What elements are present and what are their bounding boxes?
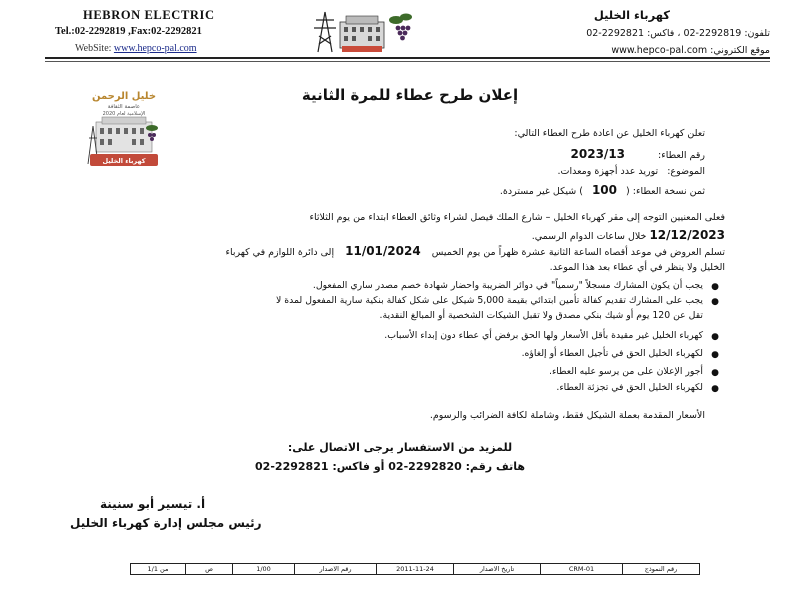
website-label-en: WebSite: — [75, 43, 114, 54]
website-link-en[interactable]: www.hepco-pal.com — [113, 43, 197, 54]
bullet-icon: ● — [711, 297, 719, 307]
tender-subject-row — [558, 166, 706, 177]
website-en — [55, 43, 260, 54]
list-item: ● كهرباء الخليل غير مقيدة بأقل الأسعار ولها الحق برفض أي عطاء دون إبداء الأسباب. — [384, 330, 719, 342]
signatory-title: رئيس مجلس إدارة كهرباء الخليل — [70, 516, 262, 530]
submission-deadline-date: 11/01/2024 — [345, 244, 421, 258]
bullet-icon: ● — [711, 282, 719, 292]
submission-paragraph-line1 — [226, 244, 725, 258]
bullet-icon: ● — [711, 384, 719, 394]
website-ar: موقع الكتروني: www.hepco-pal.com — [611, 45, 770, 56]
purchase-paragraph-line2-rest: خلال ساعات الدوام الرسمي. — [531, 231, 647, 242]
emblem-ribbon: كهرباء الخليل — [102, 157, 146, 165]
announcement-title: إعلان طرح عطاء للمرة الثانية — [301, 86, 519, 104]
tender-price-suffix: ) شيكل غير مستردة. — [499, 186, 583, 197]
list-item: ● لكهرباء الخليل الحق في تأجيل العطاء أو إلغاؤه. — [521, 348, 719, 360]
tender-number-row — [571, 147, 705, 161]
tender-number-value: 2023/13 — [570, 147, 626, 161]
footer-issue-date-label: تاريخ الاصدار — [453, 564, 540, 574]
bullet-icon: ● — [711, 332, 719, 342]
tender-price-row — [500, 183, 705, 197]
bullet-icon: ● — [711, 368, 719, 378]
prices-note: الأسعار المقدمة بعملة الشيكل فقط، وشاملة لكافة الضرائب والرسوم. — [429, 410, 705, 421]
list-item: ● لكهرباء الخليل الحق في تجزئة العطاء. — [556, 382, 719, 394]
emblem-line1: خليل الرحمن — [91, 91, 157, 102]
header-english — [55, 8, 260, 54]
tender-price-label: ثمن نسخة العطاء: ( — [626, 186, 705, 197]
contact-phone-fax: هاتف رقم: 2292820-02 أو فاكس: 2292821-02 — [255, 460, 525, 473]
footer-form-value: CRM-01 — [540, 564, 622, 574]
footer-form-label: رقم النموذج — [622, 564, 699, 574]
footer-issue-no-value: 1/00 — [232, 564, 294, 574]
purchase-start-date: 12/12/2023 — [649, 228, 725, 242]
header-divider — [45, 57, 770, 59]
contact-heading: للمزيد من الاستفسار يرجى الاتصال على: — [287, 441, 513, 454]
purchase-paragraph-line1: فعلى المعنيين التوجه إلى مقر كهرباء الخليل – شارع الملك فيصل لشراء وثائق العطاء ابتداء من يوم الثلاثاء — [309, 212, 725, 223]
footer-issue-no-label: رقم الاصدار — [294, 564, 376, 574]
tender-price-value: 100 — [591, 183, 618, 197]
hebron-culture-emblem-icon — [86, 86, 162, 176]
purchase-paragraph-line2 — [532, 228, 725, 242]
header-divider-thin — [45, 61, 770, 62]
company-name-en: HEBRON ELECTRIC — [83, 8, 215, 22]
list-item: ● يجب أن يكون المشارك مسجلاً "رسمياً" في دوائر الضريبة واحضار شهادة خصم مصدر ساري المفعول. — [312, 280, 719, 292]
list-item: ● يجب على المشارك تقديم كفالة تأمين ابتدائي بقيمة 5,000 شيكل على شكل كفالة بنكية سارية المفعول لمدة لا — [276, 295, 719, 307]
intro-text: تعلن كهرباء الخليل عن اعادة طرح العطاء التالي: — [514, 128, 705, 139]
footer-page-value: من 1/1 — [147, 565, 169, 573]
header-arabic — [500, 8, 770, 56]
footer-issue-date-value: 2011-11-24 — [376, 564, 453, 574]
signatory-name: أ. تيسير أبو سنينة — [100, 497, 206, 511]
form-footer-table — [130, 563, 700, 575]
tender-number-label: رقم العطاء: — [658, 150, 705, 161]
tel-fax-en: Tel.:02-2292819 ,Fax:02-2292821 — [55, 26, 202, 37]
submission-line1-start: تسلم العروض في موعد أقصاه الساعة الثانية عشرة ظهراً من يوم الخميس — [431, 247, 725, 258]
list-item: ● أجور الإعلان على من يرسو عليه العطاء. — [548, 366, 719, 378]
footer-page-label: ص — [185, 564, 232, 574]
tender-subject-label: الموضوع: — [667, 166, 705, 177]
conditions-list — [80, 280, 725, 398]
bullet-icon: ● — [711, 350, 719, 360]
emblem-line3: الإسلامية لعام 2020 — [102, 111, 146, 117]
tel-fax-ar: تلفون: 2292819-02 ، فاكس: 2292821-02 — [586, 28, 770, 39]
company-name-ar: كهرباء الخليل — [593, 8, 670, 22]
submission-line1-end: إلى دائرة اللوازم في كهرباء — [225, 247, 335, 258]
list-item-continuation: تقل عن 120 يوم أو شيك بنكي مصدق ولا تقبل الشيكات الشخصية أو المبالغ النقدية. — [379, 310, 703, 321]
emblem-line2: عاصمة الثقافة — [107, 104, 141, 110]
tender-subject-value: توريد عدد أجهزة ومعدات. — [557, 166, 659, 177]
company-logo-icon — [308, 8, 428, 53]
submission-paragraph-line2: الخليل ولا ينظر في أي عطاء بعد هذا الموعد. — [549, 262, 725, 273]
